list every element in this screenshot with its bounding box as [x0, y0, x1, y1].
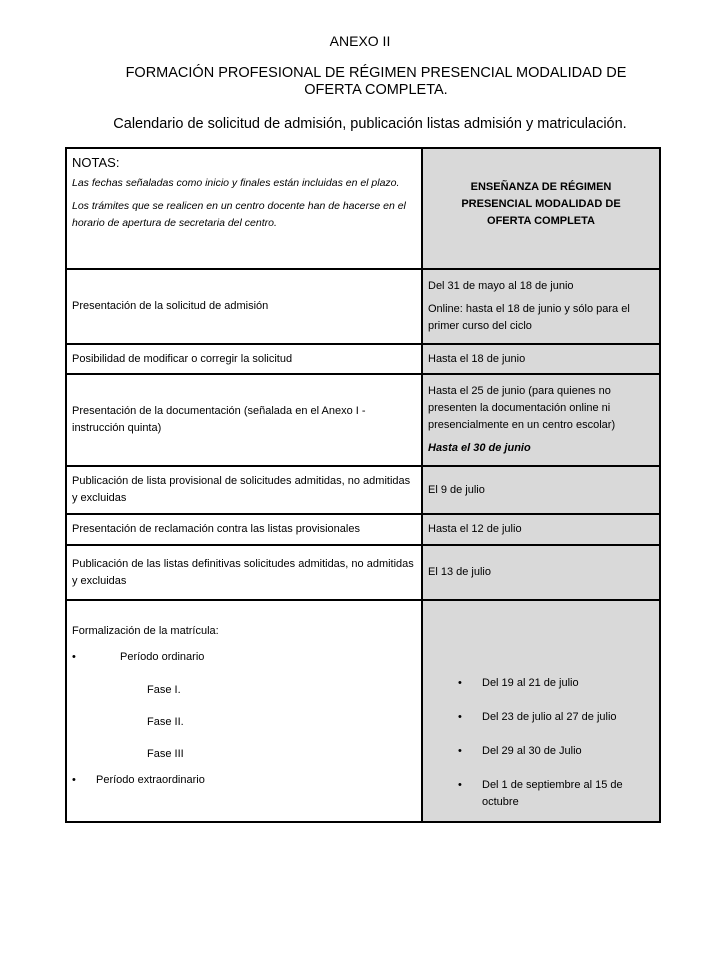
notes-line-1: Las fechas señaladas como inicio y finales están incluidas en el plazo.	[72, 177, 400, 189]
list-item: • Del 23 de julio al 27 de julio	[428, 709, 654, 726]
list-item	[72, 649, 416, 666]
row-value-note: Online: hasta el 18 de junio y sólo para el primer curso del ciclo	[428, 303, 630, 332]
enrollment-dates-cell	[422, 600, 660, 822]
row-value: El 9 de julio	[422, 466, 660, 514]
phase-2: Fase II.	[147, 716, 184, 728]
bullet-icon: •	[458, 677, 462, 689]
page-title: FORMACIÓN PROFESIONAL DE RÉGIMEN PRESENCIAL MODALIDAD DE OFERTA COMPLETA.	[125, 65, 627, 98]
bullet-icon: •	[72, 651, 76, 663]
enrollment-label: Formalización de la matrícula:	[72, 625, 219, 637]
column-header: ENSEÑANZA DE RÉGIMEN PRESENCIAL MODALIDAD DE OFERTA COMPLETA	[461, 181, 621, 227]
row-label: Publicación de lista provisional de solicitudes admitidas, no admitidas y excluidas	[66, 466, 422, 514]
row-label: Presentación de la solicitud de admisión	[66, 269, 422, 344]
enrollment-row	[66, 600, 660, 822]
table-row	[66, 344, 660, 374]
enrollment-dates-list	[428, 675, 654, 811]
enrollment-cell	[66, 600, 422, 822]
phase-1: Fase I.	[147, 684, 181, 696]
table-row	[66, 545, 660, 600]
list-item: • Del 19 al 21 de julio	[428, 675, 654, 692]
bullet-icon: •	[458, 779, 462, 791]
column-header-cell	[422, 148, 660, 269]
table-row	[66, 466, 660, 514]
row-value-note: Hasta el 30 de junio	[428, 442, 531, 454]
row-label: Presentación de reclamación contra las listas provisionales	[66, 514, 422, 545]
row-value-text: Hasta el 25 de junio (para quienes no presenten la documentación online ni presencialmente en un centro escolar)	[428, 385, 616, 431]
row-label: Posibilidad de modificar o corregir la solicitud	[66, 344, 422, 374]
bullet-icon: •	[458, 745, 462, 757]
table-row	[66, 514, 660, 545]
calendar-table	[65, 147, 661, 823]
row-value: Hasta el 12 de julio	[422, 514, 660, 545]
notes-line-2: Los trámites que se realicen en un centro docente han de hacerse en el horario de apertura de secretaria del centro.	[72, 200, 406, 229]
list-item: • Del 1 de septiembre al 15 de octubre	[458, 779, 623, 808]
list-item	[72, 772, 416, 789]
row-value: Hasta el 18 de junio	[422, 344, 660, 374]
page-subtitle: Calendario de solicitud de admisión, publicación listas admisión y matriculación.	[113, 116, 627, 132]
row-label: Publicación de las listas definitivas solicitudes admitidas, no admitidas y excluidas	[66, 545, 422, 600]
table-row	[66, 269, 660, 344]
bullet-icon: •	[72, 774, 76, 786]
table-row	[66, 374, 660, 466]
row-value	[422, 269, 660, 344]
extraordinary-period: Período extraordinario	[96, 774, 205, 786]
ordinary-period: Período ordinario	[120, 651, 205, 663]
row-label: Presentación de la documentación (señalada en el Anexo I - instrucción quinta)	[66, 374, 422, 466]
notes-row	[66, 148, 660, 269]
notes-heading: NOTAS:	[72, 155, 120, 170]
list-item: • Del 29 al 30 de Julio	[428, 743, 654, 760]
row-value	[422, 374, 660, 466]
phase-3: Fase III	[147, 748, 184, 760]
bullet-icon: •	[458, 711, 462, 723]
row-value-text: Del 31 de mayo al 18 de junio	[428, 280, 574, 292]
annex-title: ANEXO II	[329, 33, 391, 49]
row-value: El 13 de julio	[422, 545, 660, 600]
notes-cell	[66, 148, 422, 269]
